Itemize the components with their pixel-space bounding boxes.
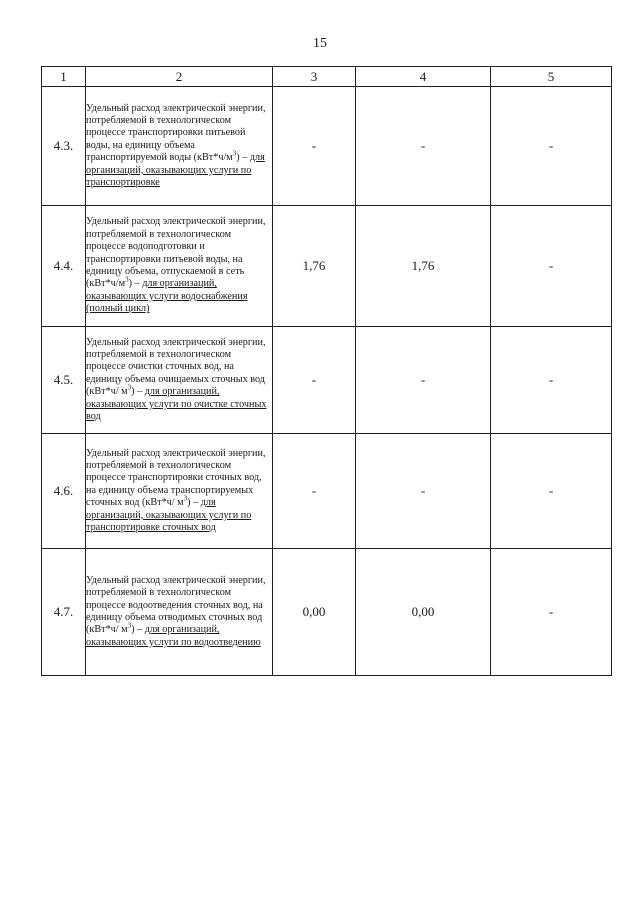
row-description bbox=[86, 549, 273, 676]
unit-exponent: 3 bbox=[127, 383, 132, 392]
description-close: ) – bbox=[128, 278, 143, 290]
value-col-3: - bbox=[273, 434, 356, 549]
row-description bbox=[86, 327, 273, 434]
value-col-3: - bbox=[273, 327, 356, 434]
table-row bbox=[42, 87, 612, 206]
description-text: Удельный расход электрической энергии, потребляемой в технологическом процессе очистки сточных вод, на единицу объема очищаемых сточных вод (кВт*ч/ м bbox=[86, 336, 266, 398]
row-description bbox=[86, 434, 273, 549]
table-row bbox=[42, 206, 612, 327]
description-text: Удельный расход электрической энергии, потребляемой в технологическом процессе транспортировки сточных вод, на единицу объема транспортируемых сточных вод (кВт*ч/ м bbox=[86, 447, 266, 509]
unit-exponent: 3 bbox=[232, 149, 237, 158]
header-row bbox=[42, 67, 612, 87]
row-number: 4.4. bbox=[42, 206, 86, 327]
description-text: Удельный расход электрической энергии, потребляемой в технологическом процессе водоотведения сточных вод, на единицу объема отводимых сточных вод (кВт*ч/ м bbox=[86, 574, 266, 636]
header-col-4: 4 bbox=[356, 67, 491, 87]
row-number: 4.5. bbox=[42, 327, 86, 434]
description-scope: для организаций, оказывающих услуги по очистке сточных вод bbox=[86, 386, 267, 423]
value-col-4: 1,76 bbox=[356, 206, 491, 327]
row-number: 4.6. bbox=[42, 434, 86, 549]
table-row bbox=[42, 434, 612, 549]
value-col-4: - bbox=[356, 87, 491, 206]
value-col-5: - bbox=[491, 549, 612, 676]
value-col-4: 0,00 bbox=[356, 549, 491, 676]
description-scope: для организаций, оказывающих услуги по водоотведению bbox=[86, 624, 261, 648]
value-col-3: 1,76 bbox=[273, 206, 356, 327]
value-col-3: 0,00 bbox=[273, 549, 356, 676]
description-text: Удельный расход электрической энергии, потребляемой в технологическом процессе водоподготовки и транспортировки питьевой воды, на единицу объема, отпускаемой в сеть (кВт*ч/м bbox=[86, 216, 266, 290]
row-description bbox=[86, 87, 273, 206]
header-col-3: 3 bbox=[273, 67, 356, 87]
unit-exponent: 3 bbox=[183, 494, 188, 503]
description-text: Удельный расход электрической энергии, потребляемой в технологическом процессе транспортировки питьевой воды, на единицу объема транспортируемой воды (кВт*ч/м bbox=[86, 102, 266, 164]
value-col-3: - bbox=[273, 87, 356, 206]
header-col-5: 5 bbox=[491, 67, 612, 87]
row-description bbox=[86, 206, 273, 327]
description-close: ) – bbox=[236, 152, 250, 164]
value-col-5: - bbox=[491, 206, 612, 327]
unit-exponent: 3 bbox=[127, 622, 132, 631]
description-scope: для организаций, оказывающих услуги по транспортировке bbox=[86, 152, 265, 189]
value-col-5: - bbox=[491, 434, 612, 549]
table-row bbox=[42, 549, 612, 676]
value-col-4: - bbox=[356, 434, 491, 549]
table-row bbox=[42, 327, 612, 434]
header-col-2: 2 bbox=[86, 67, 273, 87]
description-close: ) – bbox=[187, 497, 201, 509]
header-col-1: 1 bbox=[42, 67, 86, 87]
value-col-5: - bbox=[491, 87, 612, 206]
description-close: ) – bbox=[131, 386, 145, 398]
value-col-4: - bbox=[356, 327, 491, 434]
page-number: 15 bbox=[313, 36, 327, 51]
description-scope: для организаций, оказывающих услуги водоснабжения (полный цикл) bbox=[86, 278, 248, 315]
description-scope: для организаций, оказывающих услуги по транспортировке сточных вод bbox=[86, 497, 252, 534]
row-number: 4.7. bbox=[42, 549, 86, 676]
value-col-5: - bbox=[491, 327, 612, 434]
row-number: 4.3. bbox=[42, 87, 86, 206]
unit-exponent: 3 bbox=[125, 276, 129, 285]
indicators-table bbox=[41, 66, 612, 676]
description-close: ) – bbox=[131, 624, 145, 636]
